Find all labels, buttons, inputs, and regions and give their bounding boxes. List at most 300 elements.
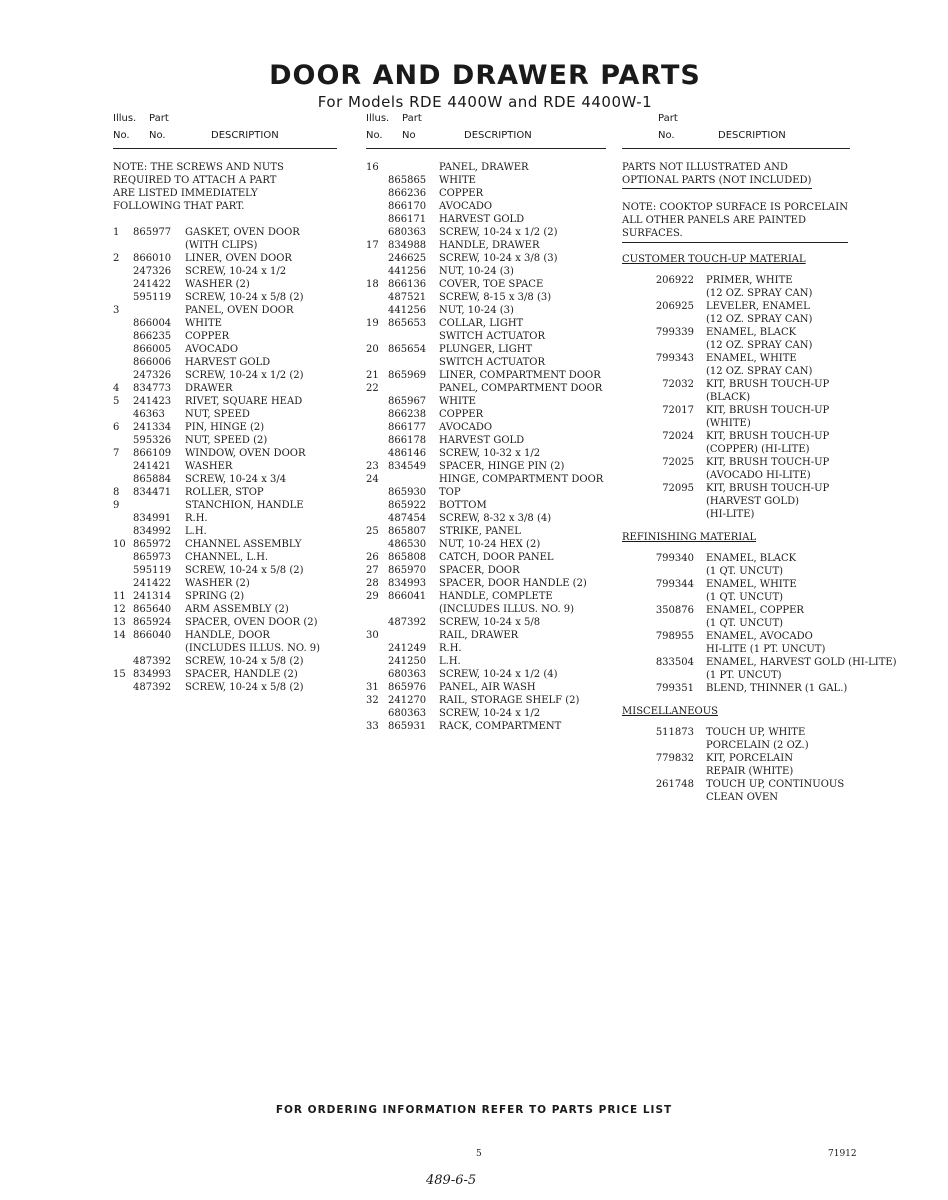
header-illus: Illus. bbox=[113, 113, 137, 124]
part-number: 866236 bbox=[388, 188, 427, 199]
material-row bbox=[622, 313, 862, 326]
material-row bbox=[622, 508, 862, 521]
part-number: 866171 bbox=[388, 214, 427, 225]
part-row bbox=[366, 551, 606, 564]
part-number: 799340 bbox=[655, 553, 694, 564]
page-subtitle: For Models RDE 4400W and RDE 4400W-1 bbox=[317, 93, 653, 111]
illus-number: 28 bbox=[366, 578, 379, 589]
part-row bbox=[366, 499, 606, 512]
part-number: 241314 bbox=[133, 591, 172, 602]
part-row bbox=[113, 577, 345, 590]
illus-number: 12 bbox=[113, 604, 126, 615]
illus-number bbox=[113, 239, 133, 252]
part-row bbox=[113, 590, 345, 603]
part-description: ENAMEL, HARVEST GOLD (HI-LITE) bbox=[706, 657, 897, 668]
illus-number bbox=[366, 187, 388, 200]
header-illus-no: No. bbox=[113, 130, 130, 141]
illus-number: 17 bbox=[366, 240, 379, 251]
part-row bbox=[366, 434, 606, 447]
part-description: NUT, SPEED bbox=[185, 409, 250, 420]
part-description: (HI-LITE) bbox=[706, 509, 755, 520]
part-row bbox=[113, 343, 345, 356]
illus-number: 29 bbox=[366, 591, 379, 602]
part-row bbox=[366, 720, 606, 733]
part-number bbox=[388, 473, 439, 486]
part-number: 865969 bbox=[388, 370, 427, 381]
part-row bbox=[366, 590, 606, 603]
part-number: 72017 bbox=[662, 405, 694, 416]
material-row bbox=[622, 456, 862, 469]
part-description: SPACER, HANDLE (2) bbox=[185, 669, 298, 680]
material-row bbox=[622, 552, 862, 565]
part-number bbox=[622, 313, 706, 326]
part-number: 866136 bbox=[388, 279, 427, 290]
part-description: ENAMEL, BLACK bbox=[706, 327, 797, 338]
part-number bbox=[622, 495, 706, 508]
part-description: WHITE bbox=[185, 318, 222, 329]
part-number bbox=[622, 739, 706, 752]
part-description: SCREW, 10-24 x 1/2 bbox=[439, 708, 541, 719]
part-number: 866010 bbox=[133, 253, 172, 264]
part-description: NUT, 10-24 (3) bbox=[439, 266, 514, 277]
part-number: 865970 bbox=[388, 565, 427, 576]
part-description: SCREW, 10-24 x 1/2 (2) bbox=[185, 370, 304, 381]
part-description: CHANNEL ASSEMBLY bbox=[185, 539, 302, 550]
material-row bbox=[622, 274, 862, 287]
part-row bbox=[113, 525, 345, 538]
part-row bbox=[366, 278, 606, 291]
part-description: PANEL, COMPARTMENT DOOR bbox=[439, 383, 603, 394]
part-number: 865654 bbox=[388, 344, 427, 355]
part-row bbox=[113, 473, 345, 486]
page-number: 5 bbox=[476, 1149, 482, 1159]
part-description: CLEAN OVEN bbox=[706, 792, 779, 803]
illus-number bbox=[366, 304, 388, 317]
part-number: 241250 bbox=[388, 656, 427, 667]
part-number: 486146 bbox=[388, 448, 427, 459]
part-row bbox=[113, 395, 345, 408]
part-number: 72025 bbox=[662, 457, 694, 468]
part-description: CATCH, DOOR PANEL bbox=[439, 552, 554, 563]
ordering-footer: FOR ORDERING INFORMATION REFER TO PARTS PRICE LIST bbox=[275, 1104, 673, 1116]
part-number: 833504 bbox=[655, 657, 694, 668]
material-row bbox=[622, 591, 862, 604]
section-title: MISCELLANEOUS bbox=[622, 706, 719, 717]
part-number: 798955 bbox=[655, 631, 694, 642]
header-part-no: No. bbox=[149, 130, 166, 141]
illus-number bbox=[366, 538, 388, 551]
illus-number bbox=[366, 174, 388, 187]
material-row bbox=[622, 365, 862, 378]
illus-number bbox=[366, 252, 388, 265]
part-description: KIT, BRUSH TOUCH-UP bbox=[706, 405, 830, 416]
part-number: 246625 bbox=[388, 253, 427, 264]
part-description: (WITH CLIPS) bbox=[185, 240, 258, 251]
part-number: 866178 bbox=[388, 435, 427, 446]
part-row bbox=[113, 512, 345, 525]
header-rule bbox=[366, 148, 606, 149]
illus-number bbox=[366, 291, 388, 304]
materials-list bbox=[622, 161, 897, 804]
part-row bbox=[113, 291, 345, 304]
illus-number bbox=[366, 668, 388, 681]
illus-number bbox=[113, 577, 133, 590]
illus-number bbox=[113, 291, 133, 304]
header-rule bbox=[622, 148, 850, 149]
part-number: 595119 bbox=[133, 565, 172, 576]
part-number: 487392 bbox=[133, 656, 172, 667]
part-description: COPPER bbox=[439, 188, 484, 199]
part-row bbox=[366, 538, 606, 551]
illus-number bbox=[366, 434, 388, 447]
part-number: 799343 bbox=[655, 353, 694, 364]
part-number: 834993 bbox=[133, 669, 172, 680]
part-number: 865807 bbox=[388, 526, 427, 537]
part-number: 241249 bbox=[388, 643, 427, 654]
part-row bbox=[113, 668, 345, 681]
part-description: NUT, 10-24 (3) bbox=[439, 305, 514, 316]
part-number: 866040 bbox=[133, 630, 172, 641]
part-description: COPPER bbox=[185, 331, 230, 342]
illus-number bbox=[366, 356, 388, 369]
illus-number bbox=[366, 200, 388, 213]
part-description: COPPER bbox=[439, 409, 484, 420]
part-row bbox=[113, 382, 345, 395]
part-number: 834471 bbox=[133, 487, 172, 498]
part-number: 680363 bbox=[388, 669, 427, 680]
part-number: 834991 bbox=[133, 513, 172, 524]
illus-number bbox=[113, 317, 133, 330]
illus-number bbox=[113, 551, 133, 564]
part-number bbox=[388, 356, 439, 369]
part-description: SCREW, 8-15 x 3/8 (3) bbox=[439, 292, 552, 303]
part-description: ENAMEL, WHITE bbox=[706, 579, 797, 590]
part-number: 680363 bbox=[388, 227, 427, 238]
note-rule bbox=[622, 188, 812, 189]
part-number: 241334 bbox=[133, 422, 172, 433]
part-row bbox=[366, 174, 606, 187]
illus-number: 9 bbox=[113, 500, 120, 511]
part-description: SCREW, 8-32 x 3/8 (4) bbox=[439, 513, 552, 524]
part-description: (1 QT. UNCUT) bbox=[706, 566, 784, 577]
illus-number: 25 bbox=[366, 526, 379, 537]
part-description: R.H. bbox=[185, 513, 208, 524]
note-rule bbox=[622, 242, 848, 243]
material-row bbox=[622, 656, 897, 669]
illus-number bbox=[366, 642, 388, 655]
part-number: 247326 bbox=[133, 370, 172, 381]
illus-number bbox=[366, 447, 388, 460]
illus-number: 15 bbox=[113, 669, 126, 680]
part-description: SCREW, 10-24 x 5/8 bbox=[439, 617, 541, 628]
part-description: (INCLUDES ILLUS. NO. 9) bbox=[185, 643, 321, 654]
part-description: DRAWER bbox=[185, 383, 233, 394]
part-row bbox=[366, 343, 606, 356]
part-description: R.H. bbox=[439, 643, 462, 654]
part-description: (COPPER) (HI-LITE) bbox=[706, 444, 810, 455]
part-row bbox=[113, 265, 345, 278]
illus-number: 14 bbox=[113, 630, 126, 641]
illus-number bbox=[366, 603, 388, 616]
part-description: PORCELAIN (2 OZ.) bbox=[706, 740, 809, 751]
illus-number bbox=[113, 473, 133, 486]
part-number: 799339 bbox=[655, 327, 694, 338]
part-description: AVOCADO bbox=[439, 422, 493, 433]
illus-number bbox=[113, 278, 133, 291]
part-number bbox=[622, 643, 706, 656]
illus-number bbox=[366, 408, 388, 421]
part-row bbox=[366, 369, 606, 382]
part-description: ARM ASSEMBLY (2) bbox=[185, 604, 289, 615]
part-row bbox=[366, 681, 606, 694]
part-number: 487521 bbox=[388, 292, 427, 303]
part-description: BOTTOM bbox=[439, 500, 487, 511]
illus-number: 24 bbox=[366, 474, 379, 485]
illus-number bbox=[366, 330, 388, 343]
part-description: PANEL, AIR WASH bbox=[439, 682, 536, 693]
part-description: HARVEST GOLD bbox=[439, 214, 525, 225]
part-row bbox=[366, 512, 606, 525]
part-number bbox=[622, 469, 706, 482]
part-description: KIT, BRUSH TOUCH-UP bbox=[706, 431, 830, 442]
part-row bbox=[366, 265, 606, 278]
material-row bbox=[622, 391, 862, 404]
part-description: PLUNGER, LIGHT bbox=[439, 344, 533, 355]
part-description: SCREW, 10-24 x 3/8 (3) bbox=[439, 253, 558, 264]
part-number: 865973 bbox=[133, 552, 172, 563]
part-number: 46363 bbox=[133, 409, 165, 420]
header-part: Part bbox=[658, 113, 678, 124]
part-row bbox=[366, 655, 606, 668]
part-description: ENAMEL, BLACK bbox=[706, 553, 797, 564]
part-number: 866170 bbox=[388, 201, 427, 212]
header-part-no: No bbox=[402, 130, 416, 141]
part-row bbox=[366, 525, 606, 538]
material-row bbox=[622, 765, 862, 778]
part-number bbox=[622, 508, 706, 521]
part-number: 865653 bbox=[388, 318, 427, 329]
part-description: RAIL, STORAGE SHELF (2) bbox=[439, 695, 580, 706]
part-row bbox=[113, 642, 345, 655]
part-row bbox=[366, 330, 606, 343]
illus-number bbox=[113, 343, 133, 356]
part-description: (HARVEST GOLD) bbox=[706, 496, 799, 507]
part-row bbox=[366, 317, 606, 330]
part-description: (BLACK) bbox=[706, 392, 751, 403]
part-number: 241423 bbox=[133, 396, 172, 407]
part-description: (1 PT. UNCUT) bbox=[706, 670, 782, 681]
part-row bbox=[366, 408, 606, 421]
part-description: LINER, COMPARTMENT DOOR bbox=[439, 370, 601, 381]
part-number bbox=[388, 330, 439, 343]
part-number: 866004 bbox=[133, 318, 172, 329]
part-description: SPACER, DOOR HANDLE (2) bbox=[439, 578, 587, 589]
part-number: 595119 bbox=[133, 292, 172, 303]
material-row bbox=[622, 378, 862, 391]
illus-number: 20 bbox=[366, 344, 379, 355]
illus-number: 30 bbox=[366, 630, 379, 641]
illus-number: 22 bbox=[366, 383, 379, 394]
part-number bbox=[388, 161, 439, 174]
part-number: 487392 bbox=[388, 617, 427, 628]
part-description: CHANNEL, L.H. bbox=[185, 552, 269, 563]
part-description: ENAMEL, COPPER bbox=[706, 605, 804, 616]
part-number: 487392 bbox=[133, 682, 172, 693]
illus-number bbox=[366, 226, 388, 239]
part-description: WASHER bbox=[185, 461, 233, 472]
illus-number: 8 bbox=[113, 487, 120, 498]
part-number: 247326 bbox=[133, 266, 172, 277]
part-description: HINGE, COMPARTMENT DOOR bbox=[439, 474, 604, 485]
material-row bbox=[622, 604, 862, 617]
material-row bbox=[622, 300, 862, 313]
part-number bbox=[388, 629, 439, 642]
part-description: (12 OZ. SPRAY CAN) bbox=[706, 340, 813, 351]
part-description: SCREW, 10-32 x 1/2 bbox=[439, 448, 541, 459]
part-description: (12 OZ. SPRAY CAN) bbox=[706, 288, 813, 299]
part-description: (1 QT. UNCUT) bbox=[706, 592, 784, 603]
part-description: RIVET, SQUARE HEAD bbox=[185, 396, 303, 407]
part-row bbox=[113, 434, 345, 447]
part-description: REPAIR (WHITE) bbox=[706, 766, 794, 777]
part-row bbox=[366, 226, 606, 239]
illus-number bbox=[366, 421, 388, 434]
illus-number: 23 bbox=[366, 461, 379, 472]
part-number: 72024 bbox=[662, 431, 694, 442]
part-number: 350876 bbox=[655, 605, 694, 616]
section-title: REFINISHING MATERIAL bbox=[622, 532, 757, 543]
part-number: 834549 bbox=[388, 461, 427, 472]
part-row bbox=[366, 187, 606, 200]
part-number bbox=[622, 443, 706, 456]
part-row bbox=[113, 655, 345, 668]
illus-number bbox=[366, 213, 388, 226]
part-number: 834992 bbox=[133, 526, 172, 537]
part-number bbox=[622, 417, 706, 430]
part-number: 866109 bbox=[133, 448, 172, 459]
illus-number: 7 bbox=[113, 448, 120, 459]
part-description: SCREW, 10-24 x 1/2 (2) bbox=[439, 227, 558, 238]
material-row bbox=[622, 778, 862, 791]
material-row bbox=[622, 443, 862, 456]
illus-number bbox=[113, 460, 133, 473]
part-description: KIT, BRUSH TOUCH-UP bbox=[706, 379, 830, 390]
part-description: WHITE bbox=[439, 396, 476, 407]
part-number bbox=[133, 499, 185, 512]
illus-number: 11 bbox=[113, 591, 126, 602]
parts-column-1 bbox=[113, 112, 345, 694]
illus-number bbox=[113, 564, 133, 577]
illus-number: 3 bbox=[113, 305, 120, 316]
part-description: (INCLUDES ILLUS. NO. 9) bbox=[439, 604, 575, 615]
part-row bbox=[366, 421, 606, 434]
material-row bbox=[622, 669, 862, 682]
part-row bbox=[366, 603, 606, 616]
part-description: RAIL, DRAWER bbox=[439, 630, 519, 641]
part-number: 241270 bbox=[388, 695, 427, 706]
illus-number: 31 bbox=[366, 682, 379, 693]
material-row bbox=[622, 339, 862, 352]
part-number bbox=[388, 382, 439, 395]
material-row bbox=[622, 469, 862, 482]
material-row bbox=[622, 739, 862, 752]
part-number: 779832 bbox=[655, 753, 694, 764]
illus-number bbox=[366, 265, 388, 278]
part-number: 865922 bbox=[388, 500, 427, 511]
part-number: 680363 bbox=[388, 708, 427, 719]
part-number: 866235 bbox=[133, 331, 172, 342]
header-part: Part bbox=[402, 113, 422, 124]
column-header bbox=[113, 112, 345, 146]
part-row bbox=[113, 369, 345, 382]
part-number: 441256 bbox=[388, 266, 427, 277]
part-number bbox=[622, 287, 706, 300]
part-row bbox=[366, 694, 606, 707]
part-row bbox=[366, 239, 606, 252]
part-number: 865640 bbox=[133, 604, 172, 615]
part-description: TOP bbox=[439, 487, 461, 498]
part-number: 241422 bbox=[133, 279, 172, 290]
part-row bbox=[113, 408, 345, 421]
illus-number bbox=[113, 512, 133, 525]
part-description: SCREW, 10-24 x 5/8 (2) bbox=[185, 565, 304, 576]
illus-number: 1 bbox=[113, 227, 120, 238]
part-number bbox=[622, 339, 706, 352]
part-row bbox=[366, 252, 606, 265]
screws-note: NOTE: THE SCREWS AND NUTS REQUIRED TO ATTACH A PART ARE LISTED IMMEDIATELY FOLLOWING THAT PART. bbox=[113, 162, 284, 212]
header-description: DESCRIPTION bbox=[718, 130, 786, 141]
illus-number: 16 bbox=[366, 162, 379, 173]
part-row bbox=[366, 616, 606, 629]
illus-number: 18 bbox=[366, 279, 379, 290]
part-row bbox=[366, 629, 606, 642]
part-description: WASHER (2) bbox=[185, 578, 250, 589]
part-number bbox=[622, 669, 706, 682]
part-description: AVOCADO bbox=[185, 344, 239, 355]
part-number: 865931 bbox=[388, 721, 427, 732]
part-number: 866177 bbox=[388, 422, 427, 433]
material-row bbox=[622, 565, 862, 578]
part-description: LINER, OVEN DOOR bbox=[185, 253, 292, 264]
part-description: HI-LITE (1 PT. UNCUT) bbox=[706, 644, 826, 655]
part-number bbox=[133, 304, 185, 317]
material-row bbox=[622, 643, 862, 656]
illus-number: 4 bbox=[113, 383, 120, 394]
illus-number: 2 bbox=[113, 253, 120, 264]
part-description: TOUCH UP, WHITE bbox=[706, 727, 806, 738]
parts-column-3 bbox=[622, 112, 897, 804]
illus-number: 10 bbox=[113, 539, 126, 550]
part-description: SPACER, OVEN DOOR (2) bbox=[185, 617, 318, 628]
part-description: L.H. bbox=[439, 656, 461, 667]
part-number: 865865 bbox=[388, 175, 427, 186]
part-description: ENAMEL, WHITE bbox=[706, 353, 797, 364]
column-header bbox=[366, 112, 606, 146]
material-row bbox=[622, 287, 862, 300]
part-row bbox=[113, 252, 345, 265]
part-number bbox=[622, 791, 706, 804]
part-description: SCREW, 10-24 x 5/8 (2) bbox=[185, 656, 304, 667]
part-description: SCREW, 10-24 x 1/2 bbox=[185, 266, 287, 277]
part-row bbox=[113, 564, 345, 577]
part-description: (12 OZ. SPRAY CAN) bbox=[706, 366, 813, 377]
part-row bbox=[366, 668, 606, 681]
part-row bbox=[113, 629, 345, 642]
part-number: 865976 bbox=[388, 682, 427, 693]
illus-number bbox=[113, 330, 133, 343]
part-number: 834773 bbox=[133, 383, 172, 394]
header-illus: Illus. bbox=[366, 113, 390, 124]
